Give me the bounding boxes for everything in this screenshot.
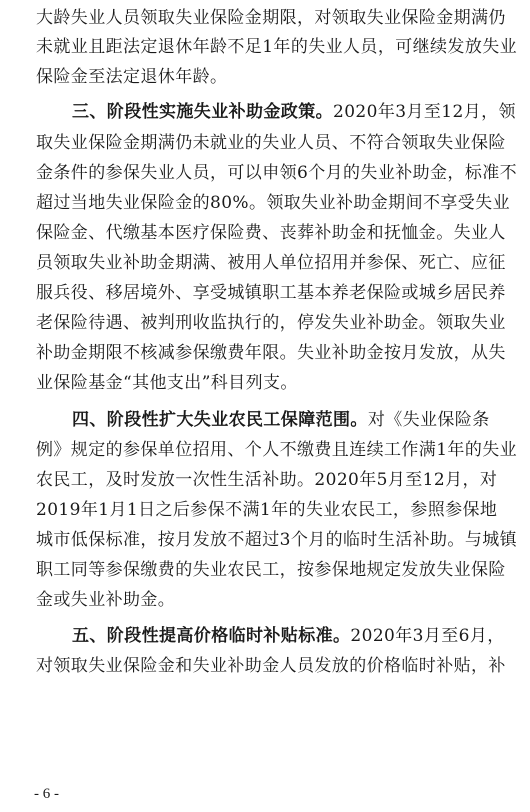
text-line: 2019年1月1日之后参保不满1年的失业农民工，参照参保地 <box>36 500 498 520</box>
text-line: 业保险基金“其他支出”科目列支。 <box>36 373 298 393</box>
text-line: 大龄失业人员领取失业保险金期限，对领取失业保险金期满仍 <box>36 8 506 28</box>
text-line: 保险金、代缴基本医疗保险费、丧葬补助金和抚恤金。失业人 <box>36 223 506 243</box>
text-line: 服兵役、移居境外、享受城镇职工基本养老保险或城乡居民养 <box>36 283 506 303</box>
text-line: 补助金期限不核减参保缴费年限。失业补助金按月发放，从失 <box>36 343 506 363</box>
section-four-heading: 四、阶段性扩大失业农民工保障范围。 <box>72 410 368 430</box>
text-line: 对领取失业保险金和失业补助金人员发放的价格临时补贴，补 <box>36 656 506 676</box>
text-line: 取失业保险金期满仍未就业的失业人员、不符合领取失业保险 <box>36 133 506 153</box>
text-line: 保险金至法定退休年龄。 <box>36 67 228 87</box>
text-line: 金条件的参保失业人员，可以申领6个月的失业补助金，标准不 <box>36 163 518 183</box>
text-line: 农民工，及时发放一次性生活补助。2020年5月至12月，对 <box>36 470 498 490</box>
text-line: 例》规定的参保单位招用、个人不缴费且连续工作满1年的失业 <box>36 440 518 460</box>
text-line <box>72 626 505 646</box>
text-span: 2020年3月至6月， <box>350 626 505 646</box>
text-line: 超过当地失业保险金的80%。领取失业补助金期间不享受失业 <box>36 193 510 213</box>
text-line: 员领取失业补助金期满、被用人单位招用并参保、死亡、应征 <box>36 253 506 273</box>
page-number: - 6 - <box>34 786 59 802</box>
text-line <box>72 410 490 430</box>
text-line: 金或失业补助金。 <box>36 590 176 610</box>
text-line: 老保险待遇、被判刑收监执行的，停发失业补助金。领取失业 <box>36 313 506 333</box>
section-five-heading: 五、阶段性提高价格临时补贴标准。 <box>72 626 351 646</box>
text-line <box>72 102 516 122</box>
text-line: 城市低保标准，按月发放不超过3个月的临时生活补助。与城镇 <box>36 530 518 550</box>
section-three-heading: 三、阶段性实施失业补助金政策。 <box>72 102 333 122</box>
text-line: 未就业且距法定退休年龄不足1年的失业人员，可继续发放失业 <box>36 37 518 57</box>
text-span: 2020年3月至12月，领 <box>333 102 516 122</box>
text-span: 对《失业保险条 <box>367 410 490 430</box>
text-line: 职工同等参保缴费的失业农民工，按参保地规定发放失业保险 <box>36 560 506 580</box>
